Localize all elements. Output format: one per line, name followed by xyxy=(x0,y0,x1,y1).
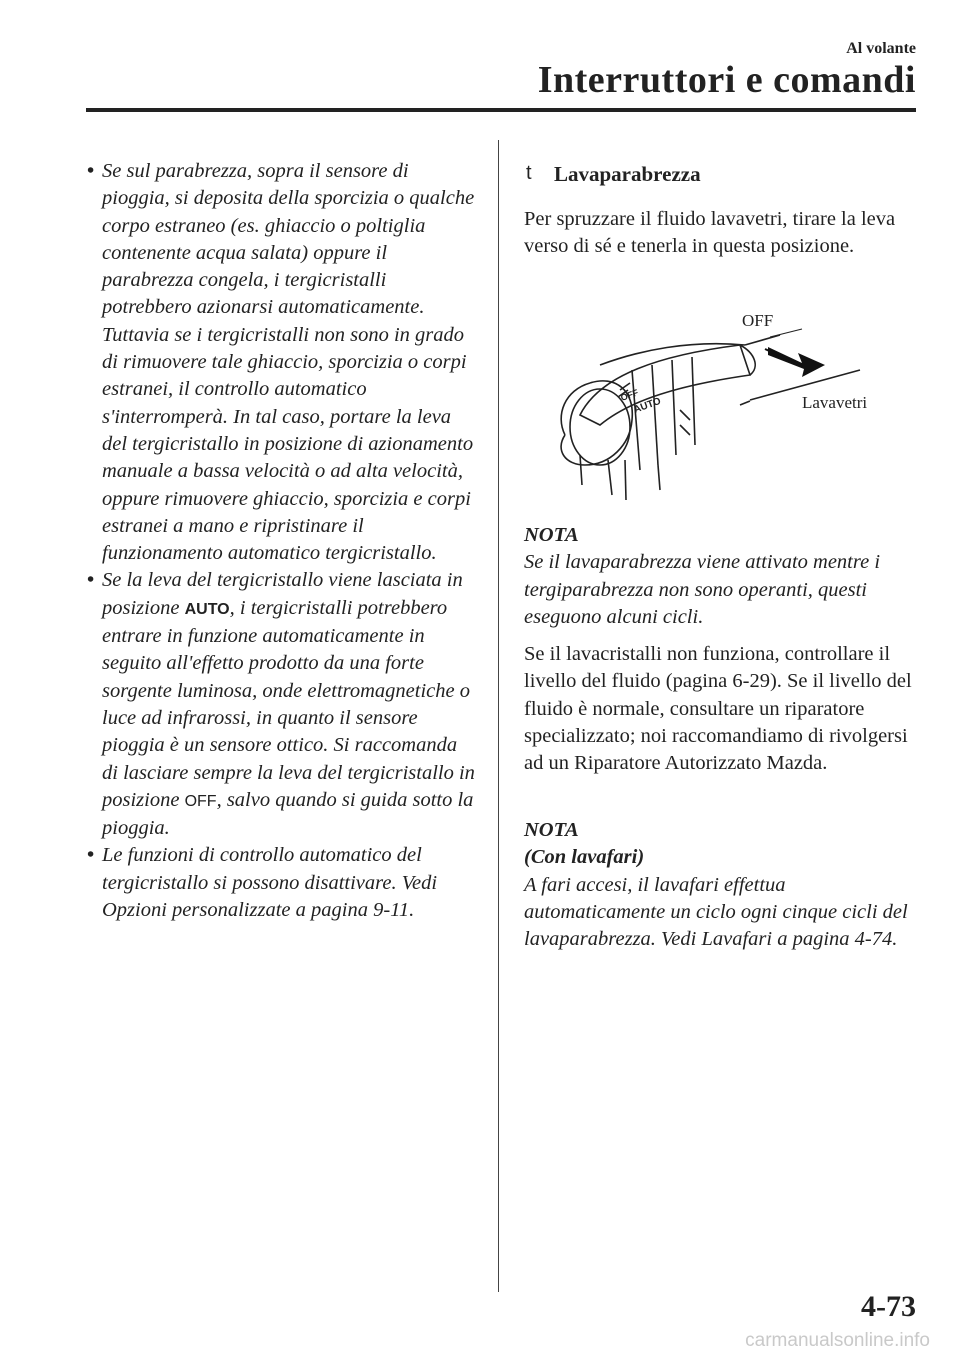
pull-arrow-icon xyxy=(765,347,825,377)
page-title: Interruttori e comandi xyxy=(537,59,916,101)
bullet-dot: • xyxy=(87,569,95,592)
bullet-text-part: Se la leva del tergicristallo viene lasciata in posizione xyxy=(102,569,463,619)
section-heading xyxy=(524,162,946,187)
note-heading: NOTA xyxy=(524,524,579,546)
off-callout-label: OFF xyxy=(742,311,774,330)
header-section: Al volante xyxy=(846,40,916,57)
bullet-text: Se sul parabrezza, sopra il sensore di pioggia, si deposita della sporcizia o qualche corpo estraneo (es. ghiaccio o poltiglia contenente acqua salata) oppure il parabrezza congela, i tergicristalli potrebbero azionarsi automaticamente. Tuttavia se i tergicristalli non sono in grado di rimuovere tale ghiaccio, sporcizia o corpi estranei, il controllo automatico s'interromperà. In tal caso, portare la leva del tergicristallo in posizione di azionamento manuale a bassa velocità o ad alta velocità, oppure rimuovere ghiaccio, sporcizia e corpi estranei a mano e ripristinare il funzionamento automatico tergicristallo. xyxy=(102,160,475,565)
bullet-text-part: , i tergicristalli potrebbero entrare in funzione automaticamente in seguito all'effetto prodotto da una forte sorgente luminosa, onde elettromagnetiche o luce ad infrarossi, in quanto il sensore pioggia è un sensore ottico. Si raccomanda di lasciare sempre la leva del tergicristallo in posizione xyxy=(102,596,475,811)
header-rule xyxy=(86,108,916,112)
note-text: A fari accesi, il lavafari effettua automaticamente un ciclo ogni cinque cicli del lavaparabrezza. Vedi Lavafari a pagina 4-74. xyxy=(524,873,908,951)
wiper-lever-illustration xyxy=(540,305,910,505)
lever-auto-label: AUTO xyxy=(632,395,663,416)
left-column xyxy=(86,158,476,924)
note-block xyxy=(524,817,916,953)
off-position-label: OFF xyxy=(184,792,217,810)
note-subheading: (Con lavafari) xyxy=(524,846,645,869)
note-text: Se il lavaparabrezza viene attivato mentre i tergiparabrezza non sono operanti, questi eseguono alcuni cicli. xyxy=(524,551,881,628)
auto-position-label: AUTO xyxy=(184,600,230,618)
bullet-text-part: , salvo quando si guida sotto la pioggia. xyxy=(102,788,474,840)
bullet-text: Le funzioni di controllo automatico del tergicristallo si possono disattivare. Vedi Opzioni personalizzate a pagina 9-11. xyxy=(102,844,438,922)
bullet-item xyxy=(86,842,476,924)
lever-off-label: OFF xyxy=(619,387,640,403)
bullet-dot: • xyxy=(87,160,95,182)
washer-paragraph: Se il lavacristalli non funziona, controllare il livello del fluido (pagina 6-29). Se il livello del fluido è normale, consultare un riparatore specializzato; noi raccomandiamo di rivolgersi ad un Riparatore Autorizzato Mazda. xyxy=(524,643,912,775)
page-number: 4-73 xyxy=(861,1290,916,1323)
note-block xyxy=(524,522,916,631)
washer-callout-label: Lavavetri xyxy=(802,393,868,412)
section-marker-icon: t xyxy=(526,162,532,184)
watermark: carmanualsonline.info xyxy=(745,1330,930,1351)
note-heading: NOTA xyxy=(524,819,579,841)
washer-intro: Per spruzzare il fluido lavavetri, tirare la leva verso di sé e tenerla in questa posizione. xyxy=(524,208,896,258)
bullet-dot: • xyxy=(87,844,95,867)
bullet-item xyxy=(86,158,476,567)
bullet-item xyxy=(86,567,476,842)
column-divider xyxy=(498,140,499,1292)
section-title: Lavaparabrezza xyxy=(554,162,701,186)
